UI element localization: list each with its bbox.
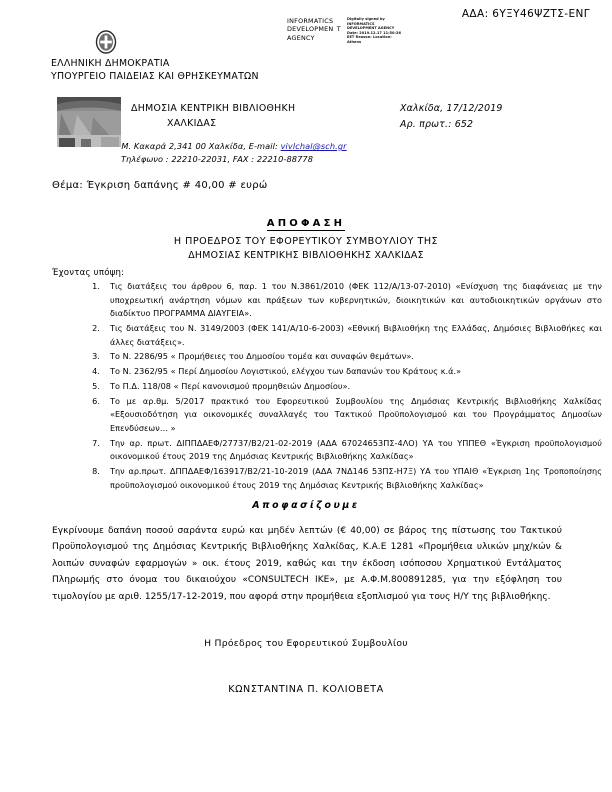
list-item: Την αρ.πρωτ. ΔΠΠΔΑΕΦ/163917/Β2/21-10-2019 (ΑΔΑ 7ΝΔ146 53ΠΣ-Η7Ξ) ΥΑ του ΥΠΑΙΘ «Έγκριση 1ης Τροποποίησης προϋπολογισμού οικονομικού έτους 2019 της Δημόσιας Κεντρικής Βιβλιοθήκης Χαλκίδας» [110,466,602,490]
digital-signature-stamp [287,17,405,45]
signer-role: Η Πρόεδρος του Εφορευτικού Συμβουλίου [204,638,408,649]
list-item: Το Ν. 2286/95 « Προμήθειες του Δημοσίου τομέα και συναφών θεμάτων». [110,351,414,362]
list-item: Την αρ. πρωτ. ΔΙΠΠΔΑΕΦ/27737/Β2/21-02-2019 (ΑΔΑ 67024653ΠΣ-4ΛΟ) ΥΑ του ΥΠΠΕΘ «Έγκριση προϋπολογισμού οικονομικού έτους 2019 της Δημόσιας Κεντρικής Βιβλιοθήκης Χαλκίδας» [110,437,602,462]
authority-line-1: Η ΠΡΟΕΔΡΟΣ ΤΟΥ ΕΦΟΡΕΥΤΙΚΟΥ ΣΥΜΒΟΥΛΙΟΥ ΤΗΣ [173,236,439,247]
decision-title-text: ΑΠΟΦΑΣΗ [266,218,346,229]
organisation-lines [51,57,259,83]
legal-clauses-list [76,280,602,493]
ministry-label: ΥΠΟΥΡΓΕΙΟ ΠΑΙΔΕΙΑΣ ΚΑΙ ΘΡΗΣΚΕΥΜΑΤΩΝ [51,71,259,82]
contact-details [52,140,382,166]
library-name [131,101,295,131]
decision-title [0,218,612,229]
authority-line-2: ΔΗΜΟΣΙΑΣ ΚΕΝΤΡΙΚΗΣ ΒΙΒΛΙΟΘΗΚΗΣ ΧΑΛΚΙΔΑΣ [188,250,424,261]
place-date: Χαλκίδα, 17/12/2019 [400,103,503,114]
library-name-line2: ΧΑΛΚΙΔΑΣ [167,118,217,129]
ada-code: ΑΔΑ: 6ΥΞΥ46ΨΖΤΣ-ΕΝΓ [461,8,590,20]
decide-body-text: Εγκρίνουμε δαπάνη ποσού σαράντα ευρώ και μηδέν λεπτών (€ 40,00) σε βάρος της πίστωσης του Τακτικού Προϋπολογισμού της Δημόσιας Κεντρικής Βιβλιοθήκης Χαλκίδας, Κ.Α.Ε 1281 «Προμήθεια υλικών μηχ/κών & λοιπών συναφών εφαρμογών » οικ. έτους 2019, καθώς και την έκδοση ισόποσου Χρηματικού Εντάλματος Πληρωμής στο όνομα του δικαιούχου «CONSULTECH ΙΚΕ», με Α.Φ.Μ.800891285, για την εξόφληση του τιμολογίου με αριθ. 1255/17-12-2019, που αφορά στην προμήθεια εξοπλισμού για τους Η/Υ της βιβλιοθήκης. [52,526,562,602]
protocol-number: Αρ. πρωτ.: 652 [400,119,474,130]
list-item: Τις διατάξεις του Ν. 3149/2003 (ΦΕΚ 141/Α/10-6-2003) «Εθνική Βιβλιοθήκη της Ελλάδας, Δημόσιες Βιβλιοθήκες και άλλες διατάξεις». [110,322,602,347]
email-link[interactable]: vivlchal@sch.gr [280,141,347,151]
signer-name: ΚΩΝΣΤΑΝΤΙΝΑ Π. ΚΟΛΙΟΒΕΤΑ [228,684,384,695]
list-item: Το Ν. 2362/95 « Περί Δημοσίου Λογιστικού, ελέγχου των δαπανών του Κράτους κ.ά.» [110,366,462,377]
list-item: Τις διατάξεις του άρθρου 6, παρ. 1 του Ν.3861/2010 (ΦΕΚ 112/Α/13-07-2010) «Ενίσχυση της διαφάνειας με την υποχρεωτική ανάρτηση νόμων και πράξεων των κυβερνητικών, διοικητικών και αυτοδιοικητικών οργάνων στο διαδίκτυο ΠΡΟΓΡΑΜΜΑ ΔΙΑΥΓΕΙΑ». [110,281,602,319]
signature-agency-name: INFORMATICS DEVELOPMEN T AGENCY [287,17,341,42]
list-item: Το με αρ.θμ. 5/2017 πρακτικό του Εφορευτικού Συμβουλίου της Δημόσιας Κεντρικής Βιβλιοθήκης Χαλκίδας «Εξουσιοδότηση για οικονομικές συναλλαγές του Τακτικού Προϋπολογισμού και του Προγράμματος Δημοσίων Επενδύσεων… » [110,395,602,433]
greek-coat-of-arms-emblem [93,27,119,57]
address-line [52,140,382,153]
place-date-block [400,101,503,133]
signature-details: Digitally signed by INFORMATICS DEVELOPMENT AGENCY Date: 2019.12.17 11:50:26 EET Reason: Location: Athens [347,17,401,44]
having-regard-label: Έχοντας υπόψη: [52,268,125,278]
list-item: Το Π.Δ. 118/08 « Περί κανονισμού προμηθειών Δημοσίου». [110,380,351,391]
decide-heading: Αποφασίζουμε [252,500,360,511]
phone-fax-line: Τηλέφωνο : 22210-22031, FAX : 22210-88778 [120,154,314,164]
address-text: Μ. Κακαρά 2,341 00 Χαλκίδα, E-mail: [121,141,278,151]
republic-label: ΕΛΛΗΝΙΚΗ ΔΗΜΟΚΡΑΤΙΑ [51,58,170,69]
subject-line: Θέμα: Έγκριση δαπάνης # 40,00 # ευρώ [52,180,268,191]
library-name-line1: ΔΗΜΟΣΙΑ ΚΕΝΤΡΙΚΗ ΒΙΒΛΙΟΘΗΚΗ [131,103,296,114]
